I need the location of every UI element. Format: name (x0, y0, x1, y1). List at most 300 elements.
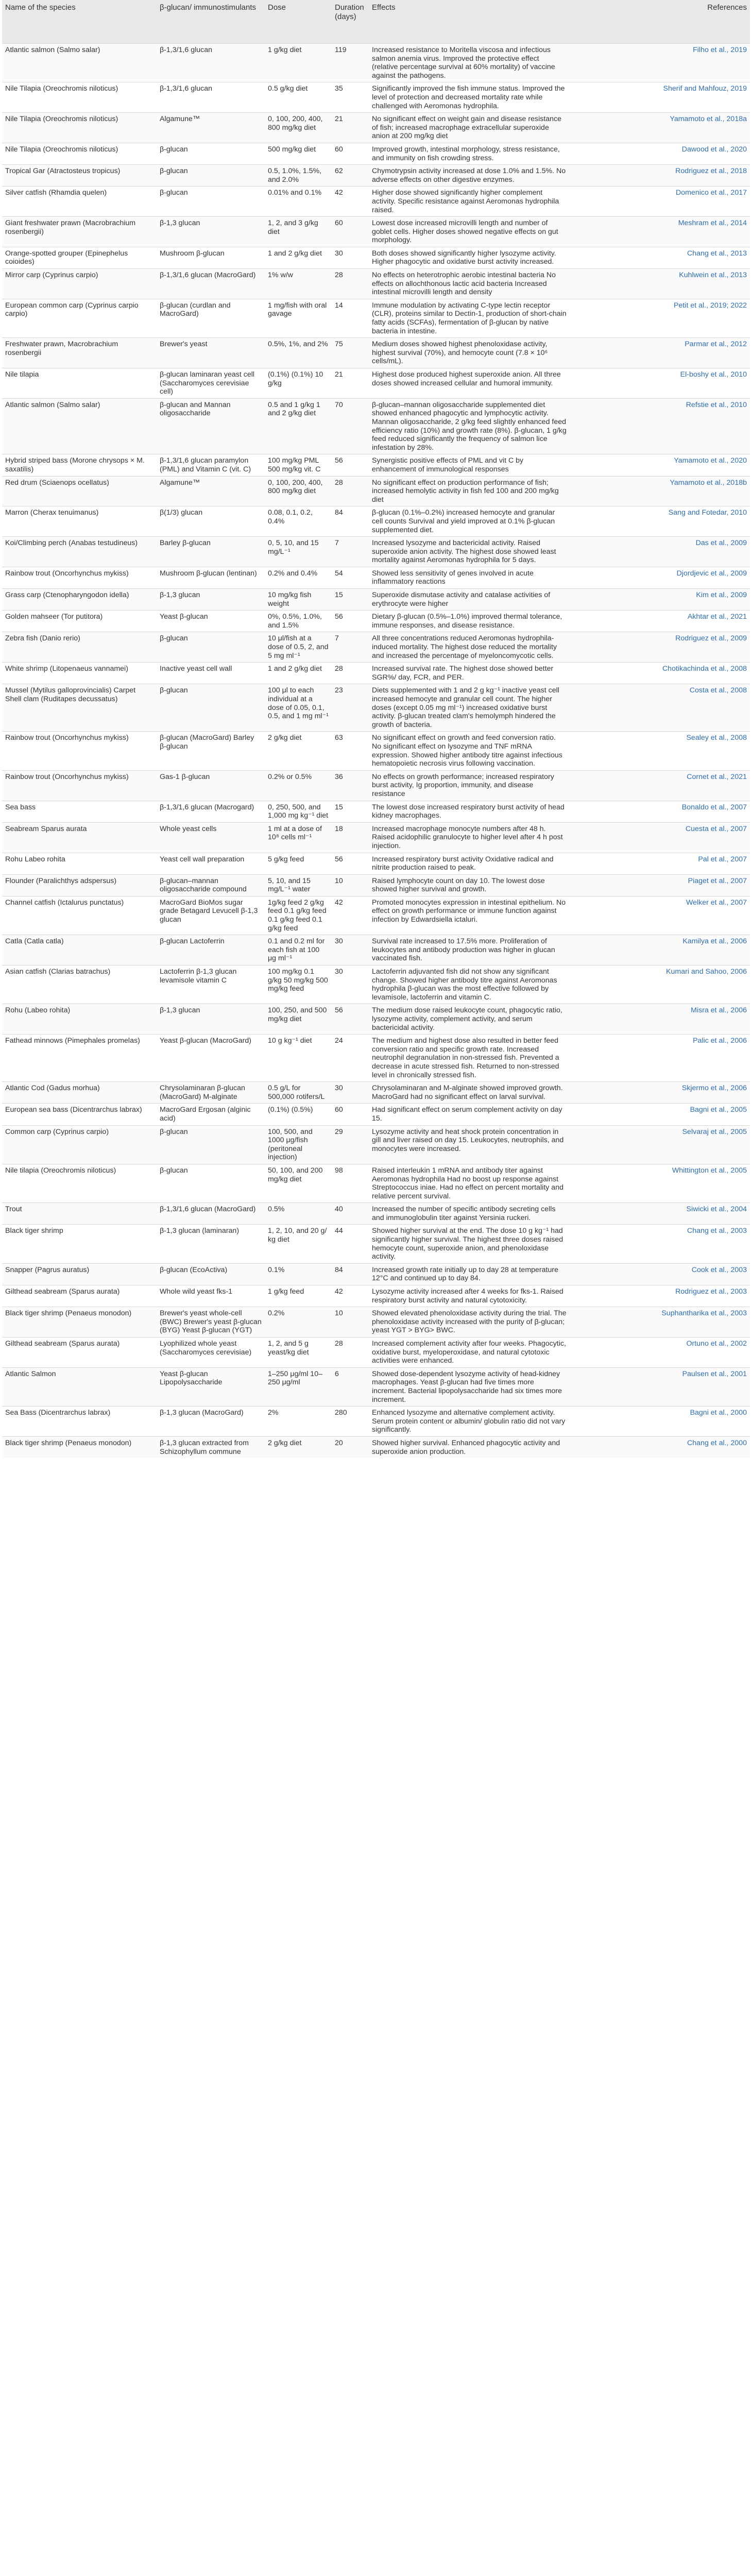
species-cell: Fathead minnows (Pimephales promelas) (2, 1035, 157, 1082)
reference-link[interactable]: Chang et al., 2003 (570, 1225, 750, 1263)
table-row (2, 567, 750, 588)
effects-cell: Both doses showed significantly higher lysozyme activity. Higher phagocytic and oxidative burst activity increased. (369, 247, 570, 268)
duration-cell: 14 (332, 299, 369, 337)
header-glucan: β-glucan/ immunostimulants (157, 0, 265, 44)
species-cell: Red drum (Sciaenops ocellatus) (2, 476, 157, 506)
dose-cell: 0.5 and 1 g/kg 1 and 2 g/kg diet (265, 398, 332, 454)
dose-cell: 10 mg/kg fish weight (265, 589, 332, 611)
table-row (2, 770, 750, 801)
reference-link[interactable]: Cuesta et al., 2007 (570, 822, 750, 853)
table-row (2, 113, 750, 143)
duration-cell: 84 (332, 506, 369, 537)
effects-cell: Immune modulation by activating C-type lectin receptor (CLR), proteins similar to Dectin-1, production of short-chain fatty acids (SCFAs), fermentation of β-glucan by native bacteria in intestine. (369, 299, 570, 337)
duration-cell: 119 (332, 44, 369, 82)
reference-link[interactable]: Yamamoto et al., 2018b (570, 476, 750, 506)
effects-cell: Raised lymphocyte count on day 10. The lowest dose showed higher survival and growth. (369, 874, 570, 896)
reference-link[interactable]: Meshram et al., 2014 (570, 217, 750, 247)
table-row (2, 187, 750, 217)
table-row (2, 1164, 750, 1202)
species-cell: Golden mahseer (Tor putitora) (2, 611, 157, 632)
dose-cell: 1 and 2 g/kg diet (265, 247, 332, 268)
duration-cell: 35 (332, 82, 369, 113)
species-cell: Rainbow trout (Oncorhynchus mykiss) (2, 770, 157, 801)
glucan-cell: β-glucan (EcoActiva) (157, 1263, 265, 1285)
glucan-cell: β-glucan (157, 684, 265, 732)
table-row (2, 338, 750, 368)
effects-cell: Raised interleukin 1 mRNA and antibody titer against Aeromonas hydrophila Had no boost up response against Streptococcus iniae. Had no effect on percent mortality and relative percent survival. (369, 1164, 570, 1202)
duration-cell: 75 (332, 338, 369, 368)
glucan-cell: β-glucan (MacroGard) Barley β-glucan (157, 732, 265, 770)
reference-link[interactable]: Ortuno et al., 2002 (570, 1337, 750, 1368)
dose-cell: 50, 100, and 200 mg/kg diet (265, 1164, 332, 1202)
glucan-cell: Yeast cell wall preparation (157, 853, 265, 874)
effects-cell: Survival rate increased to 17.5% more. Proliferation of leukocytes and antibody production was higher in glucan vaccinated fish. (369, 935, 570, 965)
dose-cell: 0.5%, 1%, and 2% (265, 338, 332, 368)
glucan-cell: Chrysolaminaran β-glucan (MacroGard) M-alginate (157, 1082, 265, 1104)
dose-cell: 0%, 0.5%, 1.0%, and 1.5% (265, 611, 332, 632)
glucan-cell: β-1,3 glucan (157, 589, 265, 611)
duration-cell: 10 (332, 874, 369, 896)
glucan-cell: β-glucan Lactoferrin (157, 935, 265, 965)
duration-cell: 6 (332, 1367, 369, 1406)
table-row (2, 1307, 750, 1337)
dose-cell: 10 g kg⁻¹ diet (265, 1035, 332, 1082)
duration-cell: 15 (332, 801, 369, 822)
duration-cell: 54 (332, 567, 369, 588)
table-row (2, 368, 750, 399)
reference-link[interactable]: Das et al., 2009 (570, 537, 750, 567)
dose-cell: 1, 2, 10, and 20 g/ kg diet (265, 1225, 332, 1263)
table-row (2, 299, 750, 337)
reference-link[interactable]: Piaget et al., 2007 (570, 874, 750, 896)
dose-cell: 5 g/kg feed (265, 853, 332, 874)
glucan-cell: Yeast β-glucan (157, 611, 265, 632)
reference-link[interactable]: Cook et al., 2003 (570, 1263, 750, 1285)
species-cell: Black tiger shrimp (Penaeus monodon) (2, 1307, 157, 1337)
table-row (2, 537, 750, 567)
dose-cell: 1–250 μg/ml 10–250 μg/ml (265, 1367, 332, 1406)
species-cell: Hybrid striped bass (Morone chrysops × M. saxatilis) (2, 454, 157, 476)
effects-cell: No effects on heterotrophic aerobic intestinal bacteria No effects on allochthonous lactic acid bacteria Increased intestinal microvilli length and density (369, 269, 570, 299)
effects-cell: Significantly improved the fish immune status. Improved the level of protection and decreased mortality rate while challenged with Aeromonas hydrophila. (369, 82, 570, 113)
reference-link[interactable]: Yamamoto et al., 2020 (570, 454, 750, 476)
species-cell: Nile Tilapia (Oreochromis niloticus) (2, 113, 157, 143)
reference-link[interactable]: Rodriguez et al., 2003 (570, 1285, 750, 1307)
glucan-cell: β-1,3/1,6 glucan (MacroGard) (157, 1203, 265, 1225)
glucan-cell: Gas-1 β-glucan (157, 770, 265, 801)
duration-cell: 28 (332, 1337, 369, 1368)
glucan-cell: Brewer's yeast (157, 338, 265, 368)
dose-cell: 0.01% and 0.1% (265, 187, 332, 217)
header-row (2, 0, 750, 44)
dose-cell: 0, 250, 500, and 1,000 mg kg⁻¹ diet (265, 801, 332, 822)
reference-link[interactable]: Parmar et al., 2012 (570, 338, 750, 368)
effects-cell: Increased lysozyme and bactericidal activity. Raised superoxide anion activity. The highest dose showed least mortality against Aeromonas hydrophila for 5 days. (369, 537, 570, 567)
table-row (2, 1285, 750, 1307)
species-cell: Silver catfish (Rhamdia quelen) (2, 187, 157, 217)
glucan-cell: Mushroom β-glucan (157, 247, 265, 268)
effects-cell: Lowest dose increased microvilli length and number of goblet cells. Higher doses showed negative effects on gut morphology. (369, 217, 570, 247)
table-body (2, 44, 750, 1459)
reference-link[interactable]: Kumari and Sahoo, 2006 (570, 965, 750, 1004)
species-cell: Asian catfish (Clarias batrachus) (2, 965, 157, 1004)
header-species: Name of the species (2, 0, 157, 44)
duration-cell: 18 (332, 822, 369, 853)
dose-cell: 0.1% (265, 1263, 332, 1285)
glucan-cell: β-1,3/1,6 glucan (Macrogard) (157, 801, 265, 822)
species-cell: Tropical Gar (Atractosteus tropicus) (2, 165, 157, 187)
reference-link[interactable]: Cornet et al., 2021 (570, 770, 750, 801)
glucan-cell: β-glucan (curdlan and MacroGard) (157, 299, 265, 337)
glucan-cell: β-glucan (157, 1125, 265, 1164)
table-row (2, 476, 750, 506)
table-row (2, 454, 750, 476)
species-cell: Nile tilapia (2, 368, 157, 399)
reference-link[interactable]: Whittington et al., 2005 (570, 1164, 750, 1202)
duration-cell: 24 (332, 1035, 369, 1082)
reference-link[interactable]: Dawood et al., 2020 (570, 143, 750, 164)
glucan-cell: Whole wild yeast fks-1 (157, 1285, 265, 1307)
table-row (2, 684, 750, 732)
glucan-cell: Algamune™ (157, 113, 265, 143)
effects-cell: Increased respiratory burst activity Oxidative radical and nitrite production raised to peak. (369, 853, 570, 874)
glucan-cell: β-glucan (157, 632, 265, 663)
species-cell: Rohu (Labeo rohita) (2, 1004, 157, 1035)
table-row (2, 1082, 750, 1104)
dose-cell: 0.2% or 0.5% (265, 770, 332, 801)
glucan-cell: β-1,3 glucan (157, 217, 265, 247)
effects-cell: No significant effect on production performance of fish; increased hemolytic activity in fish fed 100 and 200 mg/kg diet (369, 476, 570, 506)
table-row (2, 611, 750, 632)
species-cell: Rainbow trout (Oncorhynchus mykiss) (2, 732, 157, 770)
duration-cell: 36 (332, 770, 369, 801)
duration-cell: 56 (332, 1004, 369, 1035)
glucan-cell: Algamune™ (157, 476, 265, 506)
table-row (2, 1436, 750, 1458)
table-row (2, 1367, 750, 1406)
duration-cell: 40 (332, 1203, 369, 1225)
effects-cell: No significant effect on weight gain and disease resistance of fish; increased macrophage extracellular superoxide anion at 200 mg/kg diet (369, 113, 570, 143)
duration-cell: 62 (332, 165, 369, 187)
header-effects: Effects (369, 0, 570, 44)
glucan-cell: β-glucan (157, 165, 265, 187)
effects-cell: Higher dose showed significantly higher complement activity. Specific resistance against Aeromonas hydrophila raised. (369, 187, 570, 217)
reference-link[interactable]: Akhtar et al., 2021 (570, 611, 750, 632)
table-row (2, 965, 750, 1004)
dose-cell: 100, 250, and 500 mg/kg diet (265, 1004, 332, 1035)
reference-link[interactable]: Selvaraj et al., 2005 (570, 1125, 750, 1164)
species-cell: Rainbow trout (Oncorhynchus mykiss) (2, 567, 157, 588)
glucan-cell: β-1,3 glucan (157, 1004, 265, 1035)
species-cell: Flounder (Paralichthys adspersus) (2, 874, 157, 896)
dose-cell: 1 ml at a dose of 10⁸ cells ml⁻¹ (265, 822, 332, 853)
dose-cell: 2 g/kg diet (265, 732, 332, 770)
dose-cell: 100 μl to each individual at a dose of 0.05, 0.1, 0.5, and 1 mg ml⁻¹ (265, 684, 332, 732)
species-cell: Giant freshwater prawn (Macrobrachium rosenbergii) (2, 217, 157, 247)
table-row (2, 1104, 750, 1125)
dose-cell: 1 mg/fish with oral gavage (265, 299, 332, 337)
dose-cell: 0, 5, 10, and 15 mg/L⁻¹ (265, 537, 332, 567)
table-row (2, 1203, 750, 1225)
effects-cell: Increased resistance to Moritella viscosa and infectious salmon anemia virus. Improved the protective effect (relative percentage survival at 60% mortality) of vaccine against the pathogens. (369, 44, 570, 82)
glucan-cell: Lactoferrin β-1,3 glucan levamisole vitamin C (157, 965, 265, 1004)
species-cell: Channel catfish (Ictalurus punctatus) (2, 896, 157, 935)
reference-link[interactable]: Yamamoto et al., 2018a (570, 113, 750, 143)
duration-cell: 42 (332, 187, 369, 217)
species-cell: Catla (Catla catla) (2, 935, 157, 965)
duration-cell: 21 (332, 368, 369, 399)
effects-cell: Lysozyme activity increased after 4 weeks for fks-1. Raised respiratory burst activity and natural cytotoxicity. (369, 1285, 570, 1307)
duration-cell: 60 (332, 1104, 369, 1125)
duration-cell: 84 (332, 1263, 369, 1285)
effects-cell: Dietary β-glucan (0.5%–1.0%) improved thermal tolerance, immune responses, and disease resistance. (369, 611, 570, 632)
effects-cell: Chymotrypsin activity increased at dose 1.0% and 1.5%. No adverse effects on other digestive enzymes. (369, 165, 570, 187)
table-row (2, 853, 750, 874)
table-row (2, 165, 750, 187)
duration-cell: 280 (332, 1406, 369, 1437)
species-cell: Gilthead seabream (Sparus aurata) (2, 1337, 157, 1368)
table-row (2, 398, 750, 454)
effects-cell: Highest dose produced highest superoxide anion. All three doses showed increased cellular and humoral immunity. (369, 368, 570, 399)
reference-link[interactable]: Palic et al., 2006 (570, 1035, 750, 1082)
table-row (2, 632, 750, 663)
effects-cell: Enhanced lysozyme and alternative complement activity. Serum protein content or albumin/ globulin ratio did not vary significantly. (369, 1406, 570, 1437)
duration-cell: 98 (332, 1164, 369, 1202)
table-row (2, 1004, 750, 1035)
species-cell: Sea bass (2, 801, 157, 822)
reference-link[interactable]: Sherif and Mahfouz, 2019 (570, 82, 750, 113)
glucan-cell: Lyophilized whole yeast (Saccharomyces cerevisiae) (157, 1337, 265, 1368)
glucan-cell: Barley β-glucan (157, 537, 265, 567)
effects-cell: Lactoferrin adjuvanted fish did not show any significant change. Showed higher antibody titre against Aeromonas hydrophila β-glucan was the most effective followed by levamisole, lactoferrin and vitamin C. (369, 965, 570, 1004)
duration-cell: 56 (332, 454, 369, 476)
glucan-cell: β(1/3) glucan (157, 506, 265, 537)
reference-link[interactable]: El-boshy et al., 2010 (570, 368, 750, 399)
species-cell: Grass carp (Ctenopharyngodon idella) (2, 589, 157, 611)
dose-cell: 0.2% (265, 1307, 332, 1337)
species-cell: Mirror carp (Cyprinus carpio) (2, 269, 157, 299)
reference-link[interactable]: Sang and Fotedar, 2010 (570, 506, 750, 537)
dose-cell: 1, 2, and 5 g yeast/kg diet (265, 1337, 332, 1368)
glucan-cell: Yeast β-glucan Lipopolysaccharide (157, 1367, 265, 1406)
effects-cell: Lysozyme activity and heat shock protein concentration in gill and liver raised on day 15. Leukocytes, neutrophils, and monocytes were increased. (369, 1125, 570, 1164)
glucan-cell: Whole yeast cells (157, 822, 265, 853)
glucan-cell: MacroGard Ergosan (alginic acid) (157, 1104, 265, 1125)
reference-link[interactable]: Chang et al., 2000 (570, 1436, 750, 1458)
effects-cell: Showed higher survival. Enhanced phagocytic activity and superoxide anion production. (369, 1436, 570, 1458)
reference-link[interactable]: Kamilya et al., 2006 (570, 935, 750, 965)
effects-cell: Showed elevated phenoloxidase activity during the trial. The phenoloxidase activity increased with the purity of β-glucan; yeast YGT > BYG> BWC. (369, 1307, 570, 1337)
glucan-cell: β-glucan–mannan oligosaccharide compound (157, 874, 265, 896)
species-cell: Black tiger shrimp (2, 1225, 157, 1263)
table-row (2, 247, 750, 268)
species-cell: European common carp (Cyprinus carpio carpio) (2, 299, 157, 337)
glucan-cell: β-1,3 glucan extracted from Schizophyllum commune (157, 1436, 265, 1458)
reference-link[interactable]: Kuhlwein et al., 2013 (570, 269, 750, 299)
reference-link[interactable]: Pal et al., 2007 (570, 853, 750, 874)
species-cell: Atlantic Cod (Gadus morhua) (2, 1082, 157, 1104)
species-cell: Nile Tilapia (Oreochromis niloticus) (2, 82, 157, 113)
duration-cell: 60 (332, 217, 369, 247)
dose-cell: 5, 10, and 15 mg/L⁻¹ water (265, 874, 332, 896)
effects-cell: Promoted monocytes expression in intestinal epithelium. No effect on growth performance or immune function against infection by Edwardsiella ictaluri. (369, 896, 570, 935)
dose-cell: 1 g/kg diet (265, 44, 332, 82)
dose-cell: 0.5% (265, 1203, 332, 1225)
duration-cell: 44 (332, 1225, 369, 1263)
species-cell: Freshwater prawn, Macrobrachium rosenbergii (2, 338, 157, 368)
effects-cell: β-glucan–mannan oligosaccharide supplemented diet showed enhanced phagocytic and lymphocytic activity. Mannan oligosaccharide, 2 g/kg feed slightly enhanced feed efficiency ratio (10%) and growth rate (8%). β-glucan, 1 g/kg feed reduced significantly the frequency of salmon lice infestation by 28%. (369, 398, 570, 454)
effects-cell: Had significant effect on serum complement activity on day 15. (369, 1104, 570, 1125)
species-cell: European sea bass (Dicentrarchus labrax) (2, 1104, 157, 1125)
species-cell: Zebra fish (Danio rerio) (2, 632, 157, 663)
effects-cell: Showed higher survival at the end. The dose 10 g kg⁻¹ had significantly higher survival. The highest three doses raised hemocyte count, superoxide anion, and phenoloxidase activity. (369, 1225, 570, 1263)
reference-link[interactable]: Refstie et al., 2010 (570, 398, 750, 454)
table-row (2, 1225, 750, 1263)
glucan-cell: β-glucan (157, 187, 265, 217)
table-row (2, 143, 750, 164)
table-row (2, 1035, 750, 1082)
duration-cell: 63 (332, 732, 369, 770)
reference-link[interactable]: Skjermo et al., 2006 (570, 1082, 750, 1104)
duration-cell: 70 (332, 398, 369, 454)
effects-cell: All three concentrations reduced Aeromonas hydrophila-induced mortality. The highest dose reduced the mortality and increased the percentage of myeloncomycotic cells. (369, 632, 570, 663)
species-cell: Nile Tilapia (Oreochromis niloticus) (2, 143, 157, 164)
effects-cell: Increased growth rate initially up to day 28 at temperature 12°C and continued up to day 84. (369, 1263, 570, 1285)
reference-link[interactable]: Costa et al., 2008 (570, 684, 750, 732)
effects-cell: Medium doses showed highest phenoloxidase activity, highest survival (70%), and hemocyte count (7.8 × 10⁶ cells/mL). (369, 338, 570, 368)
species-cell: Gilthead seabream (Sparus aurata) (2, 1285, 157, 1307)
table-row (2, 1263, 750, 1285)
glucan-cell: β-glucan (157, 143, 265, 164)
glucan-cell: Brewer's yeast whole-cell (BWC) Brewer's yeast β-glucan (BYG) Yeast β-glucan (YGT) (157, 1307, 265, 1337)
effects-cell: Improved growth, intestinal morphology, stress resistance, and immunity on fish crowding stress. (369, 143, 570, 164)
effects-cell: Showed dose-dependent lysozyme activity of head-kidney macrophages. Yeast β-glucan had five times more increment. Bacterial lipopolysaccharide had six times more increment. (369, 1367, 570, 1406)
dose-cell: 0.5 g/L for 500,000 rotifers/L (265, 1082, 332, 1104)
dose-cell: 0.08, 0.1, 0.2, 0.4% (265, 506, 332, 537)
reference-link[interactable]: Petit et al., 2019; 2022 (570, 299, 750, 337)
duration-cell: 21 (332, 113, 369, 143)
header-references: References (570, 0, 750, 44)
glucan-cell: β-glucan and Mannan oligosaccharide (157, 398, 265, 454)
species-cell: Marron (Cherax tenuimanus) (2, 506, 157, 537)
reference-link[interactable]: Bagni et al., 2005 (570, 1104, 750, 1125)
reference-link[interactable]: Misra et al., 2006 (570, 1004, 750, 1035)
dose-cell: 10 μl/fish at a dose of 0.5, 2, and 5 mg ml⁻¹ (265, 632, 332, 663)
glucan-cell: Inactive yeast cell wall (157, 663, 265, 684)
dose-cell: 500 mg/kg diet (265, 143, 332, 164)
dose-cell: 100 mg/kg PML 500 mg/kg vit. C (265, 454, 332, 476)
glucan-cell: β-glucan laminaran yeast cell (Saccharomyces cerevisiae cell) (157, 368, 265, 399)
duration-cell: 42 (332, 1285, 369, 1307)
table-row (2, 1337, 750, 1368)
effects-cell: Diets supplemented with 1 and 2 g kg⁻¹ inactive yeast cell increased hemocyte and granular cell count. The higher doses (except 0.05 mg ml⁻¹) increased oxidative burst activity. β-glucan treated clam's hemolymph hindered the growth of bacteria. (369, 684, 570, 732)
dose-cell: 0, 100, 200, 400, 800 mg/kg diet (265, 113, 332, 143)
duration-cell: 30 (332, 965, 369, 1004)
effects-cell: No significant effect on growth and feed conversion ratio. No significant effect on lysozyme and TNF mRNA expression. Showed higher antibody titre against infectious hematopoietic necrosis virus following vaccination. (369, 732, 570, 770)
duration-cell: 28 (332, 476, 369, 506)
effects-cell: No effects on growth performance; increased respiratory burst activity, Ig proportion, immunity, and disease resistance (369, 770, 570, 801)
dose-cell: (0.1%) (0.1%) 10 g/kg (265, 368, 332, 399)
dose-cell: 0.1 and 0.2 ml for each fish at 100 μg ml⁻¹ (265, 935, 332, 965)
table-row (2, 82, 750, 113)
reference-link[interactable]: Paulsen et al., 2001 (570, 1367, 750, 1406)
effects-cell: Synergistic positive effects of PML and vit C by enhancement of immunological responses (369, 454, 570, 476)
glucan-cell: β-1,3/1,6 glucan (157, 44, 265, 82)
effects-cell: Chrysolaminaran and M-alginate showed improved growth. MacroGard had no significant effect on larval survival. (369, 1082, 570, 1104)
dose-cell: 2% (265, 1406, 332, 1437)
glucan-cell: MacroGard BioMos sugar grade Betagard Levucell β-1,3 glucan (157, 896, 265, 935)
duration-cell: 28 (332, 663, 369, 684)
reference-link[interactable]: Djordjevic et al., 2009 (570, 567, 750, 588)
duration-cell: 15 (332, 589, 369, 611)
table-row (2, 1406, 750, 1437)
reference-link[interactable]: Chang et al., 2013 (570, 247, 750, 268)
effects-cell: The medium and highest dose also resulted in better feed conversion ratio and specific growth rate. Increased neutrophil degranulation in non-stressed fish. Prevented a decrease in acute stressed fish. Returned to non-stressed level in chronically stressed fish. (369, 1035, 570, 1082)
species-cell: Seabream Sparus aurata (2, 822, 157, 853)
duration-cell: 56 (332, 853, 369, 874)
species-cell: Sea Bass (Dicentrarchus labrax) (2, 1406, 157, 1437)
table-row (2, 663, 750, 684)
reference-link[interactable]: Sealey et al., 2008 (570, 732, 750, 770)
glucan-cell: β-1,3/1,6 glucan (MacroGard) (157, 269, 265, 299)
reference-link[interactable]: Filho et al., 2019 (570, 44, 750, 82)
dose-cell: 0.5 g/kg diet (265, 82, 332, 113)
duration-cell: 7 (332, 632, 369, 663)
reference-link[interactable]: Kim et al., 2009 (570, 589, 750, 611)
effects-cell: Increased complement activity after four weeks. Phagocytic, oxidative burst, myeloperoxidase, and natural cytotoxic activities were enhanced. (369, 1337, 570, 1368)
species-cell: White shrimp (Litopenaeus vannamei) (2, 663, 157, 684)
reference-link[interactable]: Rodriguez et al., 2009 (570, 632, 750, 663)
effects-cell: The medium dose raised leukocyte count, phagocytic ratio, lysozyme activity, complement activity, and serum bactericidal activity. (369, 1004, 570, 1035)
species-cell: Trout (2, 1203, 157, 1225)
species-cell: Nile tilapia (Oreochromis niloticus) (2, 1164, 157, 1202)
table-row (2, 732, 750, 770)
glucan-cell: Yeast β-glucan (MacroGard) (157, 1035, 265, 1082)
reference-link[interactable]: Welker et al., 2007 (570, 896, 750, 935)
species-cell: Orange-spotted grouper (Epinephelus coioides) (2, 247, 157, 268)
effects-cell: Superoxide dismutase activity and catalase activities of erythrocyte were higher (369, 589, 570, 611)
reference-link[interactable]: Chotikachinda et al., 2008 (570, 663, 750, 684)
table-row (2, 896, 750, 935)
glucan-cell: β-1,3/1,6 glucan paramylon (PML) and Vitamin C (vit. C) (157, 454, 265, 476)
reference-link[interactable]: Rodriguez et al., 2018 (570, 165, 750, 187)
duration-cell: 7 (332, 537, 369, 567)
species-cell: Black tiger shrimp (Penaeus monodon) (2, 1436, 157, 1458)
dose-cell: 0.5, 1.0%, 1.5%, and 2.0% (265, 165, 332, 187)
table-header (2, 0, 750, 44)
dose-cell: 100 mg/kg 0.1 g/kg 50 mg/kg 500 mg/kg feed (265, 965, 332, 1004)
table-row (2, 217, 750, 247)
reference-link[interactable]: Bagni et al., 2000 (570, 1406, 750, 1437)
species-cell: Rohu Labeo rohita (2, 853, 157, 874)
reference-link[interactable]: Suphantharika et al., 2003 (570, 1307, 750, 1337)
reference-link[interactable]: Domenico et al., 2017 (570, 187, 750, 217)
glucan-cell: β-1,3 glucan (laminaran) (157, 1225, 265, 1263)
table-row (2, 935, 750, 965)
reference-link[interactable]: Siwicki et al., 2004 (570, 1203, 750, 1225)
duration-cell: 30 (332, 935, 369, 965)
glucan-effects-table (2, 0, 750, 1458)
glucan-cell: β-1,3 glucan (MacroGard) (157, 1406, 265, 1437)
duration-cell: 20 (332, 1436, 369, 1458)
species-cell: Mussel (Mytilus galloprovincialis) Carpet Shell clam (Ruditapes decussatus) (2, 684, 157, 732)
duration-cell: 42 (332, 896, 369, 935)
effects-cell: The lowest dose increased respiratory burst activity of head kidney macrophages. (369, 801, 570, 822)
species-cell: Koi/Climbing perch (Anabas testudineus) (2, 537, 157, 567)
glucan-cell: β-glucan (157, 1164, 265, 1202)
duration-cell: 23 (332, 684, 369, 732)
reference-link[interactable]: Bonaldo et al., 2007 (570, 801, 750, 822)
